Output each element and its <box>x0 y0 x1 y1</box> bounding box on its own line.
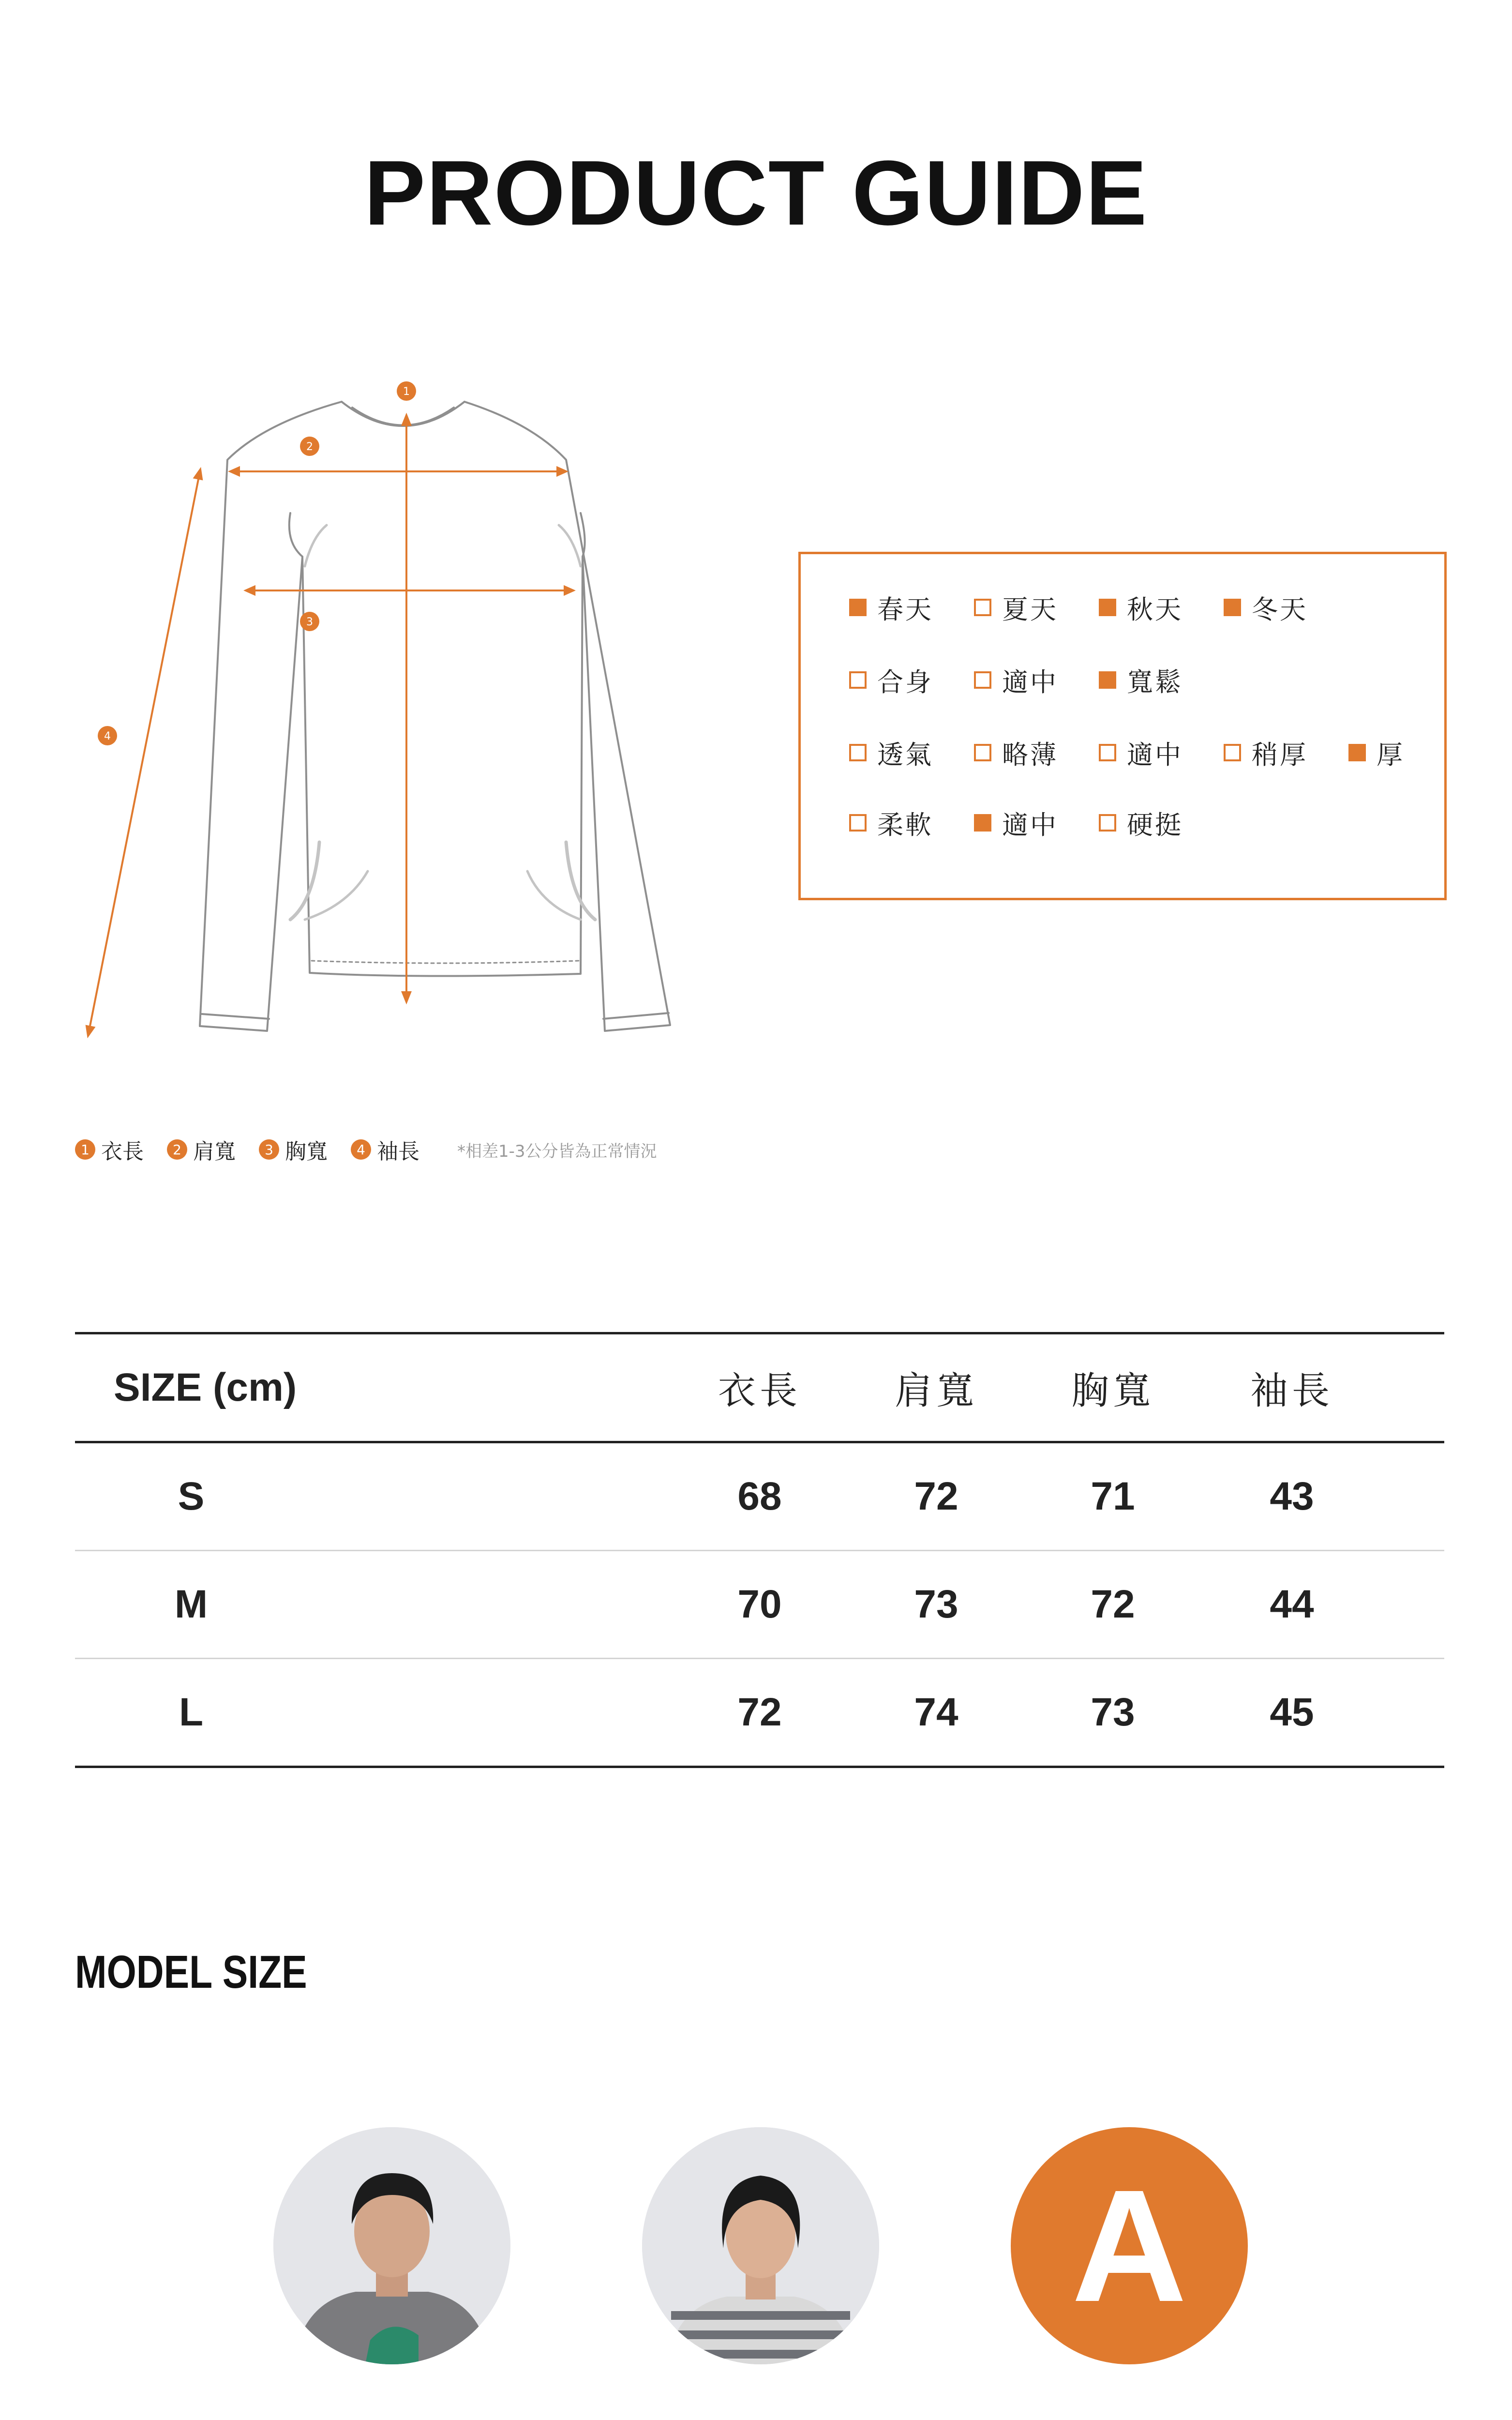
attr-option <box>849 804 974 842</box>
checkbox-icon <box>974 814 991 832</box>
attr-label: 夏天 <box>1002 594 1058 625</box>
table-header-sleeve: 袖長 <box>1250 1369 1333 1413</box>
model-card-owen <box>203 2127 581 2420</box>
model-size-title: MODEL SIZE <box>75 1946 307 1998</box>
page-title: PRODUCT GUIDE <box>364 142 1148 244</box>
checkbox-icon <box>849 671 867 689</box>
model-card-chi <box>572 2127 949 2420</box>
marker-3: 3 <box>306 616 313 628</box>
garment-diagram <box>77 378 735 1055</box>
measurement-legend <box>75 1135 657 1164</box>
table-header-length: 衣長 <box>718 1369 801 1413</box>
legend-item-chest <box>259 1134 328 1165</box>
value-cell: 43 <box>1270 1474 1314 1518</box>
checkbox-icon <box>1348 744 1366 761</box>
attr-label: 適中 <box>1002 666 1058 697</box>
value-cell: 72 <box>737 1690 782 1734</box>
attr-option <box>1099 662 1224 699</box>
attr-option <box>974 589 1099 626</box>
avatar <box>642 2127 879 2364</box>
attr-label: 適中 <box>1002 809 1058 840</box>
attr-row-fit <box>849 661 1224 699</box>
table-row <box>75 1443 1444 1550</box>
legend-label: 袖長 <box>377 1139 419 1164</box>
attr-row-season <box>849 588 1348 627</box>
attr-label: 春天 <box>877 594 933 625</box>
legend-item-sleeve <box>351 1134 419 1165</box>
attr-option <box>1099 734 1224 771</box>
table-row <box>75 1551 1444 1658</box>
size-cell: S <box>178 1474 205 1518</box>
marker-2: 2 <box>306 441 313 453</box>
checkbox-icon <box>974 599 991 616</box>
checkbox-icon <box>1099 671 1116 689</box>
attr-label: 適中 <box>1127 739 1183 770</box>
avatar-letter: A <box>1011 2127 1248 2364</box>
tolerance-note: *相差1-3公分皆為正常情況 <box>457 1141 657 1161</box>
checkbox-icon <box>849 814 867 832</box>
table-header-size: SIZE (cm) <box>114 1365 297 1409</box>
attr-option <box>849 734 974 771</box>
attr-option <box>974 804 1099 842</box>
attr-option <box>974 662 1099 699</box>
attr-label: 秋天 <box>1127 594 1183 625</box>
legend-number: 4 <box>351 1139 371 1160</box>
attr-option <box>1099 804 1224 842</box>
size-table <box>75 1332 1444 1768</box>
value-cell: 44 <box>1270 1582 1314 1626</box>
table-header-shoulder: 肩寬 <box>894 1369 978 1413</box>
avatar <box>273 2127 510 2364</box>
attr-label: 合身 <box>877 666 933 697</box>
legend-item-length <box>75 1134 144 1165</box>
legend-number: 3 <box>259 1139 279 1160</box>
value-cell: 73 <box>914 1582 958 1626</box>
size-cell: M <box>174 1582 208 1626</box>
table-header-chest: 胸寬 <box>1071 1369 1154 1413</box>
attribute-box <box>798 552 1447 900</box>
attr-row-thickness <box>849 733 1416 772</box>
attr-label: 冬天 <box>1252 594 1308 625</box>
legend-number: 1 <box>75 1139 95 1160</box>
model-photo-chi <box>642 2127 879 2364</box>
attr-label: 厚 <box>1377 739 1405 770</box>
attr-label: 略薄 <box>1002 739 1058 770</box>
attr-option <box>974 734 1099 771</box>
value-cell: 72 <box>914 1474 958 1518</box>
attr-label: 柔軟 <box>877 809 933 840</box>
checkbox-icon <box>974 671 991 689</box>
attr-label: 透氣 <box>877 739 933 770</box>
legend-item-shoulder <box>167 1134 236 1165</box>
size-cell: L <box>179 1690 204 1734</box>
marker-4: 4 <box>104 730 111 742</box>
attr-option <box>849 589 974 626</box>
checkbox-icon <box>849 744 867 761</box>
table-rule <box>75 1766 1444 1768</box>
legend-label: 衣長 <box>101 1139 144 1164</box>
value-cell: 74 <box>914 1690 958 1734</box>
garment-outline <box>200 402 670 1031</box>
checkbox-icon <box>1099 744 1116 761</box>
attr-option <box>1099 589 1224 626</box>
checkbox-icon <box>1099 599 1116 616</box>
model-photo-owen <box>273 2127 510 2364</box>
marker-1: 1 <box>403 386 410 398</box>
table-row <box>75 1659 1444 1766</box>
checkbox-icon <box>1224 599 1241 616</box>
attr-option <box>1224 589 1348 626</box>
checkbox-icon <box>1099 814 1116 832</box>
table-header-row <box>75 1334 1444 1441</box>
attr-label: 稍厚 <box>1252 739 1308 770</box>
model-card-a <box>941 2127 1318 2420</box>
value-cell: 70 <box>737 1582 782 1626</box>
value-cell: 68 <box>737 1474 782 1518</box>
attr-option <box>849 662 974 699</box>
checkbox-icon <box>1224 744 1241 761</box>
legend-label: 肩寬 <box>193 1139 236 1164</box>
legend-label: 胸寬 <box>285 1139 328 1164</box>
value-cell: 71 <box>1091 1474 1135 1518</box>
legend-number: 2 <box>167 1139 187 1160</box>
sleeve-length-line <box>88 469 200 1036</box>
attr-label: 寬鬆 <box>1127 666 1183 697</box>
checkbox-icon <box>849 599 867 616</box>
attr-option <box>1224 734 1348 771</box>
value-cell: 72 <box>1091 1582 1135 1626</box>
value-cell: 45 <box>1270 1690 1314 1734</box>
attr-label: 硬挺 <box>1127 809 1183 840</box>
attr-row-texture <box>849 803 1224 842</box>
checkbox-icon <box>974 744 991 761</box>
value-cell: 73 <box>1091 1690 1135 1734</box>
attr-option <box>1348 734 1416 771</box>
